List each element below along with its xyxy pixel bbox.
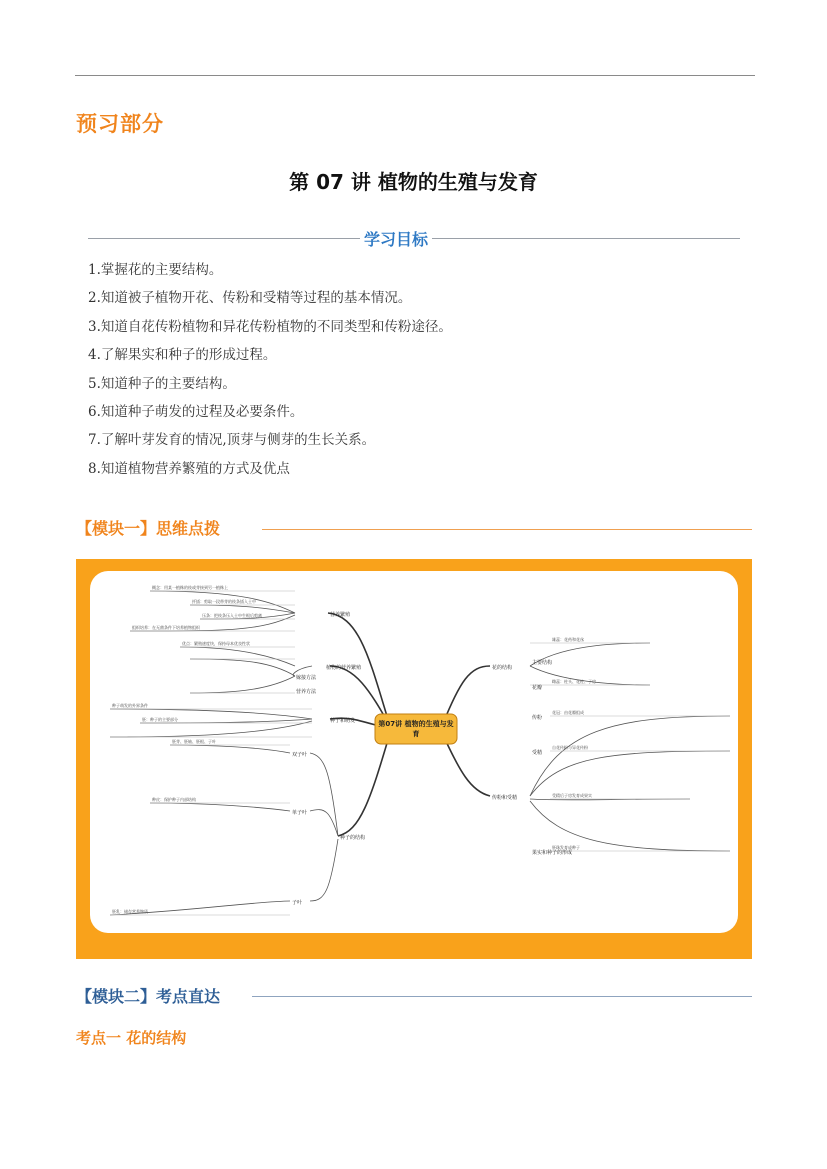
mindmap-note: 雌蕊：柱头、花柱、子房 [552, 679, 596, 684]
mindmap-branch-label: 种子和萌发 [330, 718, 356, 724]
mindmap-note: 胚乳：储存营养物质 [112, 909, 148, 914]
goal-item: 7.了解叶芽发育的情况,顶芽与侧芽的生长关系。 [88, 432, 376, 449]
mindmap-sub-label: 受精 [532, 750, 543, 756]
mindmap-branch-label: 植物的营养繁殖 [326, 665, 362, 671]
mindmap-sub-label: 单子叶 [292, 810, 308, 816]
mindmap-note: 压条：把枝条压入土中生根后剪离 [202, 613, 262, 618]
mindmap-sub-label: 营养方法 [296, 689, 317, 695]
mindmap-note: 胚芽、胚轴、胚根、子叶 [172, 739, 216, 744]
mindmap-center-label: 第07讲 植物的生殖与发育 [378, 720, 454, 738]
mindmap-sub-label: 传粉 [532, 715, 543, 721]
mindmap-note: 概念：用某一植株的枝或芽接到另一植株上 [152, 585, 228, 590]
mindmap-svg [90, 571, 738, 933]
mindmap-note: 种子萌发的外界条件 [112, 703, 148, 708]
mindmap-sub-label: 子叶 [292, 900, 303, 906]
module2-rule [252, 996, 752, 997]
mindmap-note: 雄蕊：花药和花丝 [552, 637, 584, 642]
module1-heading: 【模块一】思维点拨 [76, 519, 221, 538]
mindmap-canvas [90, 571, 738, 933]
goals-list [88, 258, 452, 485]
mindmap-sub-label: 花瓣 [532, 685, 543, 691]
section-label: 预习部分 [76, 112, 164, 136]
module2-heading: 【模块二】考点直达 [76, 987, 221, 1006]
mindmap-note: 胚珠发育成种子 [552, 845, 580, 850]
goal-item: 2.知道被子植物开花、传粉和受精等过程的基本情况。 [88, 290, 412, 307]
mindmap-frame [76, 559, 752, 959]
goal-item: 6.知道种子萌发的过程及必要条件。 [88, 403, 304, 420]
mindmap-sub-label: 嫁接方法 [296, 675, 317, 681]
mindmap-note: 自花传粉与异花传粉 [552, 745, 588, 750]
mindmap-sub-label: 主要结构 [532, 660, 553, 666]
mindmap-note: 优点：繁殖速度快，保持母本优良性状 [182, 641, 250, 646]
header-rule [75, 75, 755, 76]
module1-rule [262, 529, 752, 530]
mindmap-note: 胚：种子的主要部分 [142, 717, 178, 722]
keypoint-heading: 考点一 花的结构 [76, 1029, 187, 1047]
mindmap-branch-label: 营养繁殖 [330, 612, 351, 618]
mindmap-branch-label: 传粉和受精 [492, 795, 518, 801]
mindmap-branch-label: 种子的结构 [340, 835, 366, 841]
mindmap-note: 种皮：保护种子内部结构 [152, 797, 196, 802]
goal-item: 4.了解果实和种子的形成过程。 [88, 347, 277, 364]
mindmap-branch-label: 花的结构 [492, 665, 513, 671]
goal-item: 8.知道植物营养繁殖的方式及优点 [88, 460, 290, 477]
mindmap-note: 扦插：剪取一段带芽的枝条插入土中 [192, 599, 256, 604]
mindmap-note: 组织培养：在无菌条件下培养植物组织 [132, 625, 200, 630]
mindmap-sub-label: 果实和种子的形成 [532, 850, 573, 856]
goal-item: 5.知道种子的主要结构。 [88, 375, 236, 392]
mindmap-note: 花冠：由花瓣组成 [552, 710, 584, 715]
goals-heading-bar [88, 228, 740, 250]
mindmap-note: 受精后子房发育成果实 [552, 793, 592, 798]
goal-item: 1.掌握花的主要结构。 [88, 262, 223, 278]
page-title: 第 07 讲 植物的生殖与发育 [289, 170, 538, 194]
goal-item: 3.知道自花传粉植物和异花传粉植物的不同类型和传粉途径。 [88, 318, 452, 335]
mindmap-sub-label: 双子叶 [292, 752, 308, 758]
goals-heading: 学习目标 [360, 227, 432, 250]
